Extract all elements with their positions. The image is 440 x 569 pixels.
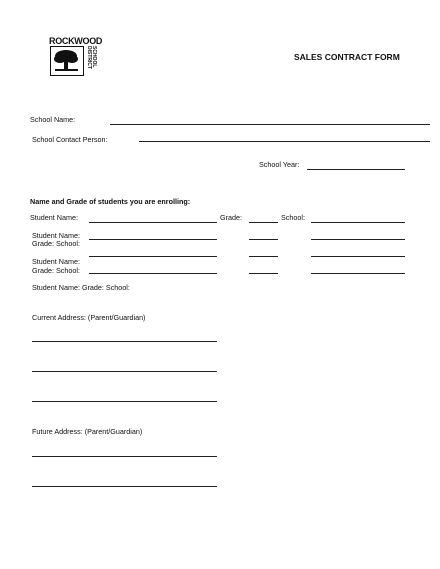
student-name-field[interactable] [89,239,217,240]
school-year-label: School Year: [259,160,300,169]
school-field[interactable] [311,256,405,257]
current-address-label: Current Address: (Parent/Guardian) [32,313,146,322]
student-name-field[interactable] [89,273,217,274]
student-name-label: Student Name: [32,231,80,240]
school-label: School: [281,213,305,222]
future-address-label: Future Address: (Parent/Guardian) [32,427,143,436]
school-name-field[interactable] [110,124,430,125]
current-address-line[interactable] [32,401,217,402]
future-address-line[interactable] [32,456,217,457]
contact-person-field[interactable] [139,141,430,142]
logo-vertical-text: SCHOOL DISTRICT [86,46,97,70]
grade-label: Grade: [220,213,242,222]
grade-school-label: Grade: School: [32,239,80,248]
section-heading: Name and Grade of students you are enrolling: [30,197,191,206]
current-address-line[interactable] [32,341,217,342]
contact-person-label: School Contact Person: [32,135,108,144]
student-name-grade-school-label: Student Name: Grade: School: [32,283,130,292]
current-address-line[interactable] [32,371,217,372]
logo-emblem-box [50,46,84,76]
page-title: SALES CONTRACT FORM [294,52,400,62]
school-field[interactable] [311,273,405,274]
grade-school-label: Grade: School: [32,266,80,275]
grade-field[interactable] [249,239,278,240]
school-name-label: School Name: [30,115,76,124]
school-field[interactable] [311,222,405,223]
student-name-field[interactable] [89,256,217,257]
rockwood-logo [49,36,103,78]
logo-wordmark: ROCKWOOD [49,36,103,46]
school-field[interactable] [311,239,405,240]
grade-field[interactable] [249,222,278,223]
student-name-field[interactable] [89,222,217,223]
student-name-label: Student Name: [30,213,78,222]
student-name-label: Student Name: [32,257,80,266]
grade-field[interactable] [249,273,278,274]
tree-icon [51,47,82,74]
school-year-field[interactable] [307,169,405,170]
future-address-line[interactable] [32,486,217,487]
grade-field[interactable] [249,256,278,257]
